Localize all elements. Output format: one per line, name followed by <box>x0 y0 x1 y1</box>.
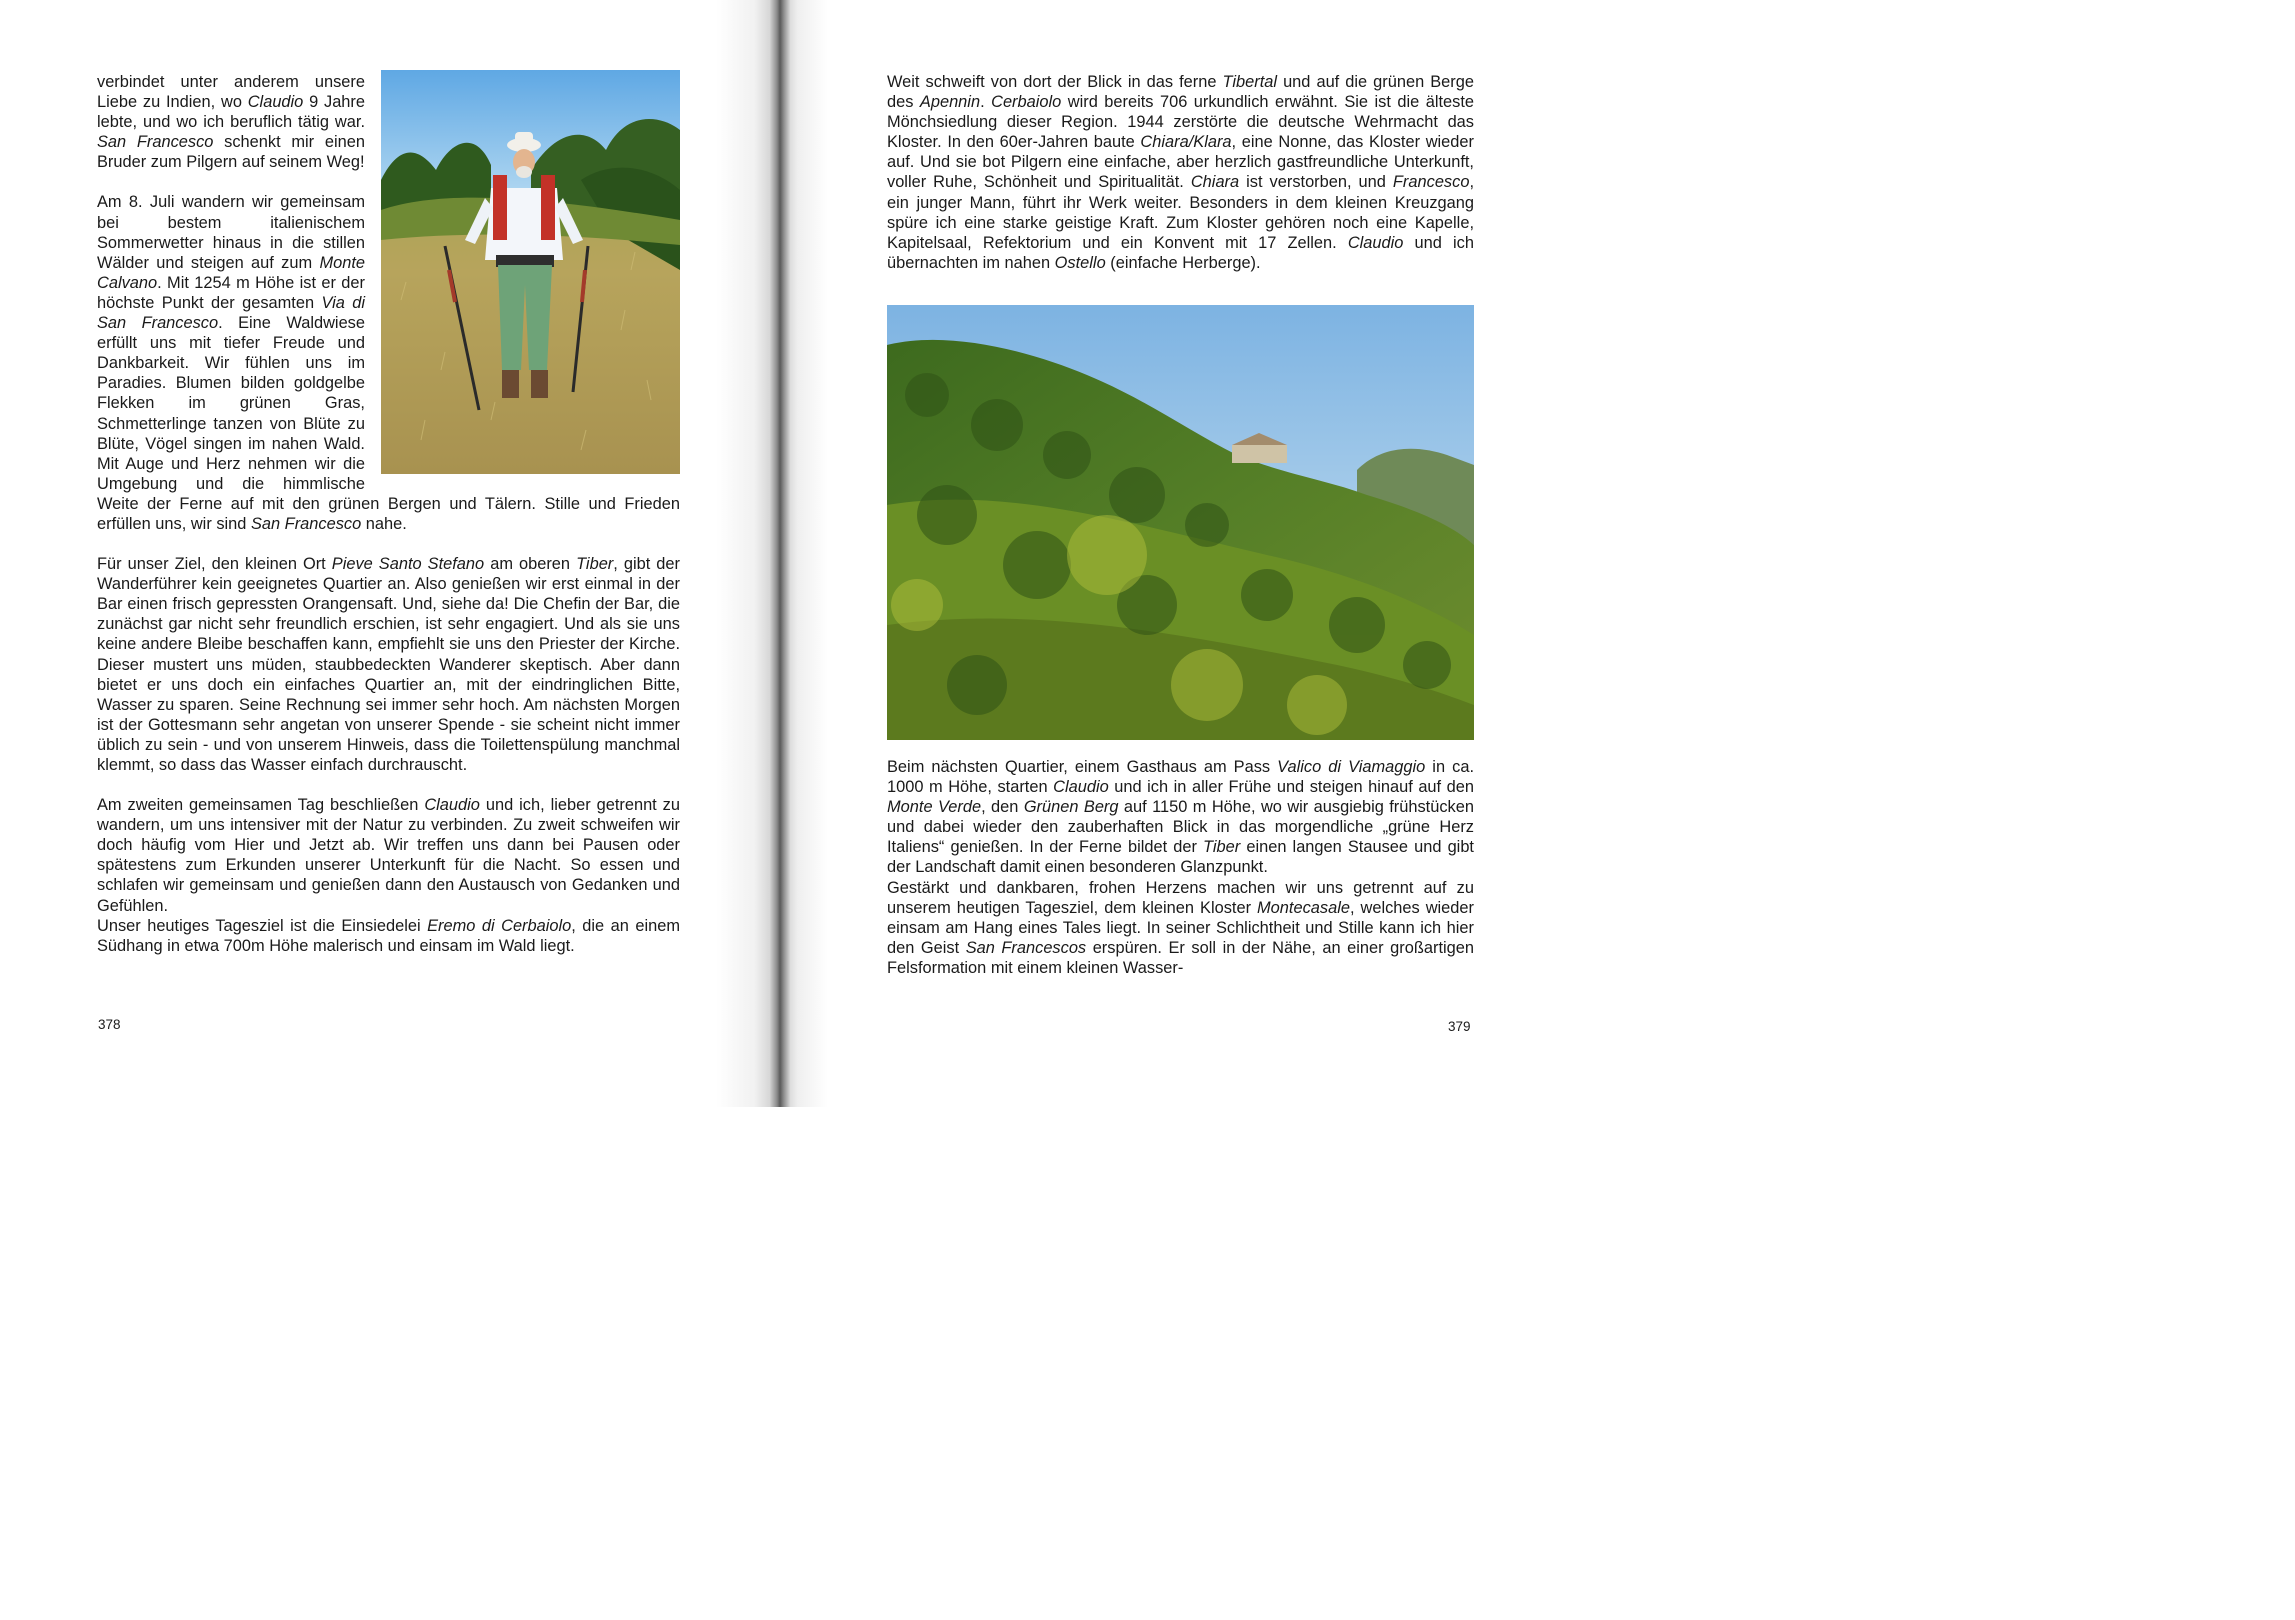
italic-name: San Francescos <box>965 938 1087 957</box>
text-run: . <box>980 93 992 112</box>
left-paragraph-5 <box>97 916 680 956</box>
text-run: ist verstorben, und <box>1239 173 1393 192</box>
text-run: auf 1150 m Höhe, wo wir ausgiebig frühstücken und dabei wieder den zauberhaften Blick in das morgendliche „grüne Herz Italiens“ genießen. In der Ferne bildet der <box>887 798 1474 857</box>
paragraph-gap <box>97 775 680 795</box>
italic-name: Claudio <box>1053 778 1109 797</box>
text-run: in ca. 1000 m Höhe, starten <box>887 758 1474 797</box>
text-run: , die an einem Südhang in etwa 700m Höhe malerisch und einsam im Wald liegt. <box>97 916 680 955</box>
hiker-photo <box>381 70 680 474</box>
left-paragraph-4 <box>97 795 680 916</box>
italic-name: Cerbaiolo <box>991 93 1062 112</box>
italic-name: Tiber <box>1203 838 1241 857</box>
text-run: Am 8. Juli wandern wir gemeinsam bei bestem italienischem Sommerwetter hinaus in die stillen Wälder und steigen auf zum <box>97 193 365 272</box>
italic-name: Chiara/Klara <box>1140 133 1232 152</box>
forest-hillside-photo <box>887 305 1474 740</box>
paragraph-gap <box>97 534 680 554</box>
text-run: Weit schweift von dort der Blick in das ferne <box>887 73 1223 91</box>
text-run: Für unser Ziel, den kleinen Ort <box>97 555 332 574</box>
text-run: einen langen Stausee und gibt der Landschaft damit einen besonderen Glanzpunkt. <box>887 838 1474 877</box>
text-run: Am zweiten gemeinsamen Tag beschließen <box>97 796 425 815</box>
text-run: 9 Jahre lebte, und wo ich beruflich tätig war. <box>97 93 365 132</box>
italic-name: Pieve Santo Stefano <box>331 555 485 574</box>
text-run: und ich in aller Frühe und steigen hinauf auf den <box>1108 778 1474 797</box>
italic-name: Apennin <box>919 93 981 112</box>
italic-name: Valico di Viamaggio <box>1277 758 1426 776</box>
right-paragraph-1 <box>887 72 1474 273</box>
text-run: verbindet unter anderem unsere Liebe zu Indien, wo <box>97 73 365 112</box>
text-run: Unser heutiges Tagesziel ist die Einsiedelei <box>97 916 428 935</box>
text-run: . Eine Waldwiese erfüllt uns mit tiefer Freude und Dankbarkeit. Wir fühlen uns im Paradies. Blumen bilden goldgelbe Flekken im grünen Gras, Schmetterlinge tanzen von Blüte zu Blüte, Vögel singen im nahen Wald. Mit Auge und Herz nehmen wir die Umgebung und die himmlische Weite der Ferne auf mit den grünen Bergen und Tälern. Stille und Frieden erfüllen uns, wir sind <box>97 314 680 533</box>
italic-name: Grünen Berg <box>1023 798 1119 817</box>
right-paragraph-2 <box>887 757 1474 878</box>
italic-name: Claudio <box>247 93 304 112</box>
left-page-text <box>97 72 680 956</box>
italic-name: Eremo di Cerbaiolo <box>427 916 572 935</box>
text-run: , eine Nonne, das Kloster wieder auf. Und sie bot Pilgern eine einfache, aber herzlich gastfreundliche Unterkunft, voller Ruhe, Schönheit und Spiritualität. <box>887 133 1474 192</box>
text-run: und auf die grünen Berge des <box>887 73 1474 112</box>
italic-name: Tibertal <box>1222 73 1278 91</box>
italic-name: San Francesco <box>250 514 362 533</box>
text-run: und ich übernachten im nahen <box>887 233 1474 272</box>
text-run: und ich, lieber getrennt zu wandern, um uns intensiver mit der Natur zu verbinden. Zu zweit schweifen wir doch häufig vom Hier und Jetzt ab. Wir treffen uns dann bei Pausen oder spätestens zum Erkunden unserer Unterkunft für die Nacht. So essen und schlafen wir gemeinsam und genießen dann den Austausch von Gedanken und Gefühlen. <box>97 796 680 915</box>
text-run: (einfache Herberge). <box>1105 253 1261 272</box>
italic-name: Ostello <box>1054 253 1106 272</box>
book-spread <box>0 0 1550 1107</box>
right-page-text-top <box>887 72 1474 273</box>
text-run: nahe. <box>361 514 407 533</box>
italic-name: San Francesco <box>97 133 214 152</box>
page-number-right: 379 <box>1448 1019 1471 1034</box>
book-gutter <box>770 0 790 1107</box>
italic-name: Tiber <box>576 555 614 574</box>
left-paragraph-3 <box>97 554 680 775</box>
text-run: am oberen <box>484 555 577 574</box>
text-run: erspüren. Er soll in der Nähe, an einer großartigen Felsformation mit einem kleinen Wasser- <box>887 938 1474 977</box>
italic-name: Francesco <box>1392 173 1470 192</box>
right-paragraph-3 <box>887 878 1474 978</box>
italic-name: Montecasale <box>1257 898 1350 917</box>
text-run: , gibt der Wanderführer kein geeignetes Quartier an. Also genießen wir erst einmal in der Bar einen frisch gepressten Orangensaft. Und, siehe da! Die Chefin der Bar, die zunächst gar nicht sehr freundlich erschien, ist sehr engagiert. Und als sie uns keine andere Bleibe beschaffen kann, empfiehlt sie uns den Priester der Kirche. Dieser mustert uns müden, staubbedeckten Wanderer skeptisch. Aber dann bietet er uns doch ein einfaches Quartier an, mit der eindringlichen Bitte, Wasser zu sparen. Seine Rechnung sei immer sehr hoch. Am nächsten Morgen ist der Gottesmann sehr angetan von unserer Spende - sie scheint nicht immer üblich zu sein - und von unserem Hinweis, dass die Toilettenspülung manchmal klemmt, so dass das Wasser einfach durchrauscht. <box>97 555 680 774</box>
italic-name: Via di San Francesco <box>97 293 365 333</box>
italic-name: Monte Calvano <box>97 253 365 292</box>
italic-name: Monte Verde <box>887 798 982 817</box>
text-run: , den <box>981 798 1024 817</box>
text-run: Beim nächsten Quartier, einem Gasthaus am Pass <box>887 758 1278 776</box>
left-page <box>0 0 770 1107</box>
text-run: , welches wieder einsam am Hang eines Tales liegt. In seiner Schlichtheit und Stille kann ich hier den Geist <box>887 898 1474 957</box>
italic-name: Claudio <box>424 796 480 815</box>
right-page <box>790 0 1550 1107</box>
right-page-text-bottom <box>887 757 1474 978</box>
page-number-left: 378 <box>98 1017 121 1032</box>
text-run: Gestärkt und dankbaren, frohen Herzens machen wir uns getrennt auf zu unserem heutigen Tagesziel, dem kleinen Kloster <box>887 878 1474 917</box>
text-run: , ein junger Mann, führt ihr Werk weiter. Besonders in dem kleinen Kreuzgang spüre ich eine starke geistige Kraft. Zum Kloster gehören noch eine Kapelle, Kapitelsaal, Refektorium und ein Konvent mit 17 Zellen. <box>887 173 1475 252</box>
text-run: wird bereits 706 urkundlich erwähnt. Sie ist die älteste Mönchsiedlung dieser Region. 1944 zerstörte die deutsche Wehrmacht das Kloster. In den 60er-Jahren baute <box>887 93 1475 152</box>
italic-name: Chiara <box>1190 173 1240 192</box>
italic-name: Claudio <box>1347 233 1404 252</box>
text-run: schenkt mir einen Bruder zum Pilgern auf seinem Weg! <box>97 133 365 172</box>
text-run: . Mit 1254 m Höhe ist er der höchste Punkt der gesamten <box>97 273 365 312</box>
